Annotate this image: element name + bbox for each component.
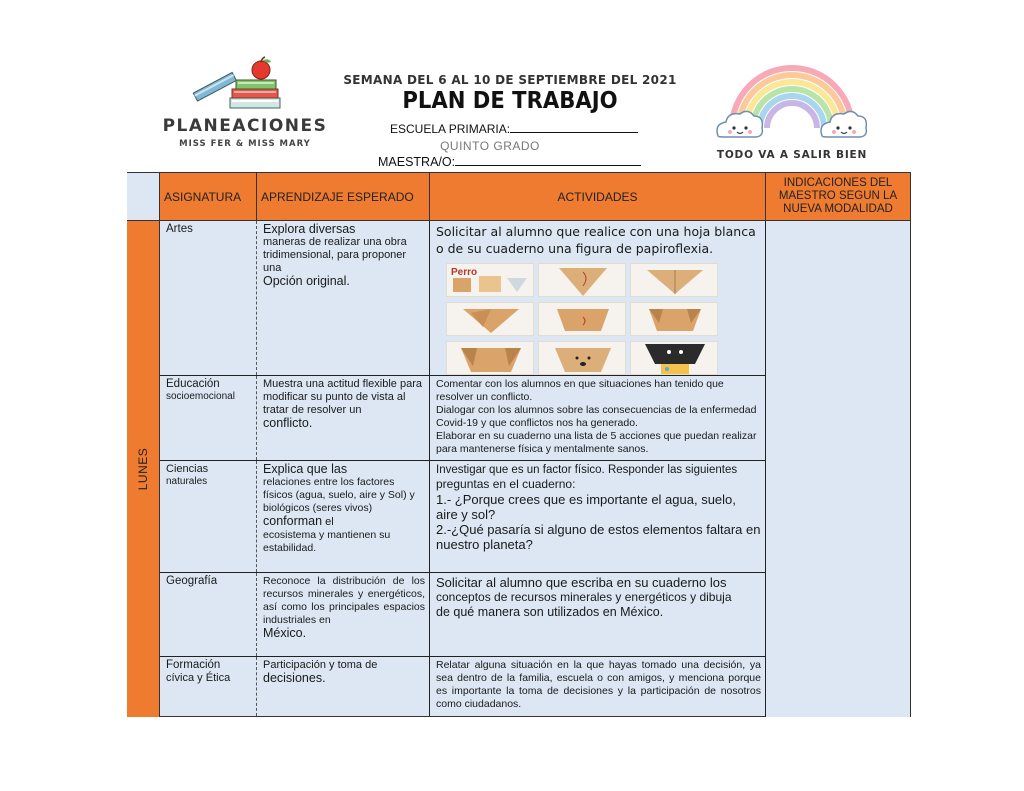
origami-step — [538, 341, 626, 375]
subject-cell — [160, 376, 257, 461]
work-plan-table — [127, 172, 898, 710]
question-1: 1.- ¿Porque crees que es importante el agua, suelo, aire y sol? — [436, 492, 736, 522]
rainbow-icon — [712, 48, 872, 148]
subject-name: Educación — [166, 378, 220, 390]
learning-text: Reconoce la distribución de los recursos minerales y energéticos, así como los principales espacios industriales en — [263, 575, 425, 626]
origami-step — [630, 341, 718, 375]
origami-step — [538, 302, 626, 336]
subject-name: Ciencias — [166, 463, 209, 475]
learning-cell — [257, 657, 430, 717]
teacher-notes-cell — [766, 221, 911, 717]
activity-text: Dialogar con los alumnos sobre las consecuencias de la enfermedad Covid-19 y que conflictos nos ha generado. — [436, 404, 757, 429]
activity-cell — [430, 657, 766, 717]
subject-cell — [160, 573, 257, 657]
logo-subtitle: MISS FER & MISS MARY — [179, 139, 311, 149]
learning-lead: Explica que las — [263, 462, 348, 476]
activity-cell — [430, 461, 766, 573]
origami-step — [446, 302, 534, 336]
table-row — [127, 221, 911, 376]
header-subject: ASIGNATURA — [160, 173, 257, 221]
origami-dog-image — [446, 263, 718, 375]
subject-cell — [160, 221, 257, 376]
subject-cell — [160, 461, 257, 573]
activity-text: Solicitar al alumno que escriba en su cuaderno los — [436, 575, 727, 590]
activity-cell — [430, 221, 766, 376]
learning-mid: conforman — [263, 514, 323, 528]
learning-mid2: el — [325, 516, 334, 528]
image-caption: Perro — [451, 267, 478, 278]
learning-tail: decisiones. — [263, 671, 326, 685]
origami-step — [446, 263, 534, 297]
learning-cell — [257, 573, 430, 657]
subject-name-line2: naturales — [166, 476, 208, 487]
learning-tail: México. — [263, 626, 307, 640]
learning-text: Participación y toma de — [263, 659, 378, 671]
planeaciones-logo — [150, 52, 340, 152]
school-field — [390, 122, 638, 136]
day-label: LUNES — [136, 447, 150, 491]
question-2: 2.-¿Qué pasaría si alguno de estos elementos faltara en nuestro planeta? — [436, 522, 761, 552]
page-title: PLAN DE TRABAJO — [402, 88, 618, 114]
books-apple-icon — [192, 56, 288, 116]
learning-end: ecosistema y mantienen su estabilidad. — [263, 529, 391, 554]
teacher-blank-line — [455, 155, 641, 166]
rainbow-tagline: TODO VA A SALIR BIEN — [716, 149, 868, 161]
subject-name: Geografía — [166, 575, 218, 587]
header-activities: ACTIVIDADES — [430, 173, 766, 221]
activity-text: Solicitar al alumno que realice con una hoja blanca o de su cuaderno una figura de papiroflexia. — [436, 224, 756, 256]
learning-lead: Explora diversas — [263, 222, 356, 236]
activity-text: de qué manera son utilizados en México. — [436, 605, 664, 619]
origami-step — [630, 263, 718, 297]
learning-text: Muestra una actitud flexible para modificar su punto de vista al tratar de resolver un — [263, 378, 422, 416]
activity-cell — [430, 376, 766, 461]
school-blank-line — [510, 122, 638, 133]
rainbow-logo — [712, 48, 872, 166]
learning-cell — [257, 221, 430, 376]
table-header-row — [127, 173, 911, 221]
learning-text: relaciones entre los factores físicos (agua, suelo, aire y Sol) y biológicos (seres vivos) — [263, 476, 415, 514]
subject-name: Artes — [166, 223, 193, 235]
grade-label: QUINTO GRADO — [440, 139, 540, 153]
activity-text: conceptos de recursos minerales y energéticos y dibuja — [436, 590, 732, 604]
learning-text: maneras de realizar una obra tridimensional, para proponer una — [263, 236, 407, 274]
origami-step — [446, 341, 534, 375]
learning-cell — [257, 461, 430, 573]
school-label: ESCUELA PRIMARIA: — [390, 122, 511, 136]
learning-tail: conflicto. — [263, 416, 313, 430]
subject-name-line2: cívica y Ética — [166, 672, 231, 684]
week-range: SEMANA DEL 6 AL 10 DE SEPTIEMBRE DEL 2021 — [343, 73, 677, 87]
teacher-label: MAESTRA/O: — [378, 155, 456, 169]
header-teacher-notes: INDICACIONES DEL MAESTRO SEGUN LA NUEVA MODALIDAD — [766, 173, 911, 221]
learning-tail: Opción original. — [263, 274, 350, 288]
day-cell — [127, 221, 160, 717]
subject-name-line2: socioemocional — [166, 391, 235, 402]
origami-step — [630, 302, 718, 336]
origami-step — [538, 263, 626, 297]
header-learning: APRENDIZAJE ESPERADO — [257, 173, 430, 221]
header-corner — [127, 173, 160, 221]
activity-text: Elaborar en su cuaderno una lista de 5 acciones que puedan realizar para mantenerse física y mentalmente sanos. — [436, 430, 757, 455]
activity-text: Comentar con los alumnos en que situaciones han tenido que resolver un conflicto. — [436, 378, 724, 403]
activity-text: Relatar alguna situación en la que hayas tomado una decisión, ya sea dentro de la familia, escuela o con amigos, y menciona porque es importante la toma de decisiones y la participación de nosotros como ciudadanos. — [436, 659, 761, 710]
teacher-field — [378, 155, 641, 169]
subject-name: Formación — [166, 659, 221, 671]
activity-text: preguntas en el cuaderno: — [436, 477, 576, 491]
activity-text: Investigar que es un factor físico. Responder las siguientes — [436, 464, 738, 476]
learning-cell — [257, 376, 430, 461]
logo-title: PLANEACIONES — [162, 116, 328, 136]
subject-cell — [160, 657, 257, 717]
activity-cell — [430, 573, 766, 657]
